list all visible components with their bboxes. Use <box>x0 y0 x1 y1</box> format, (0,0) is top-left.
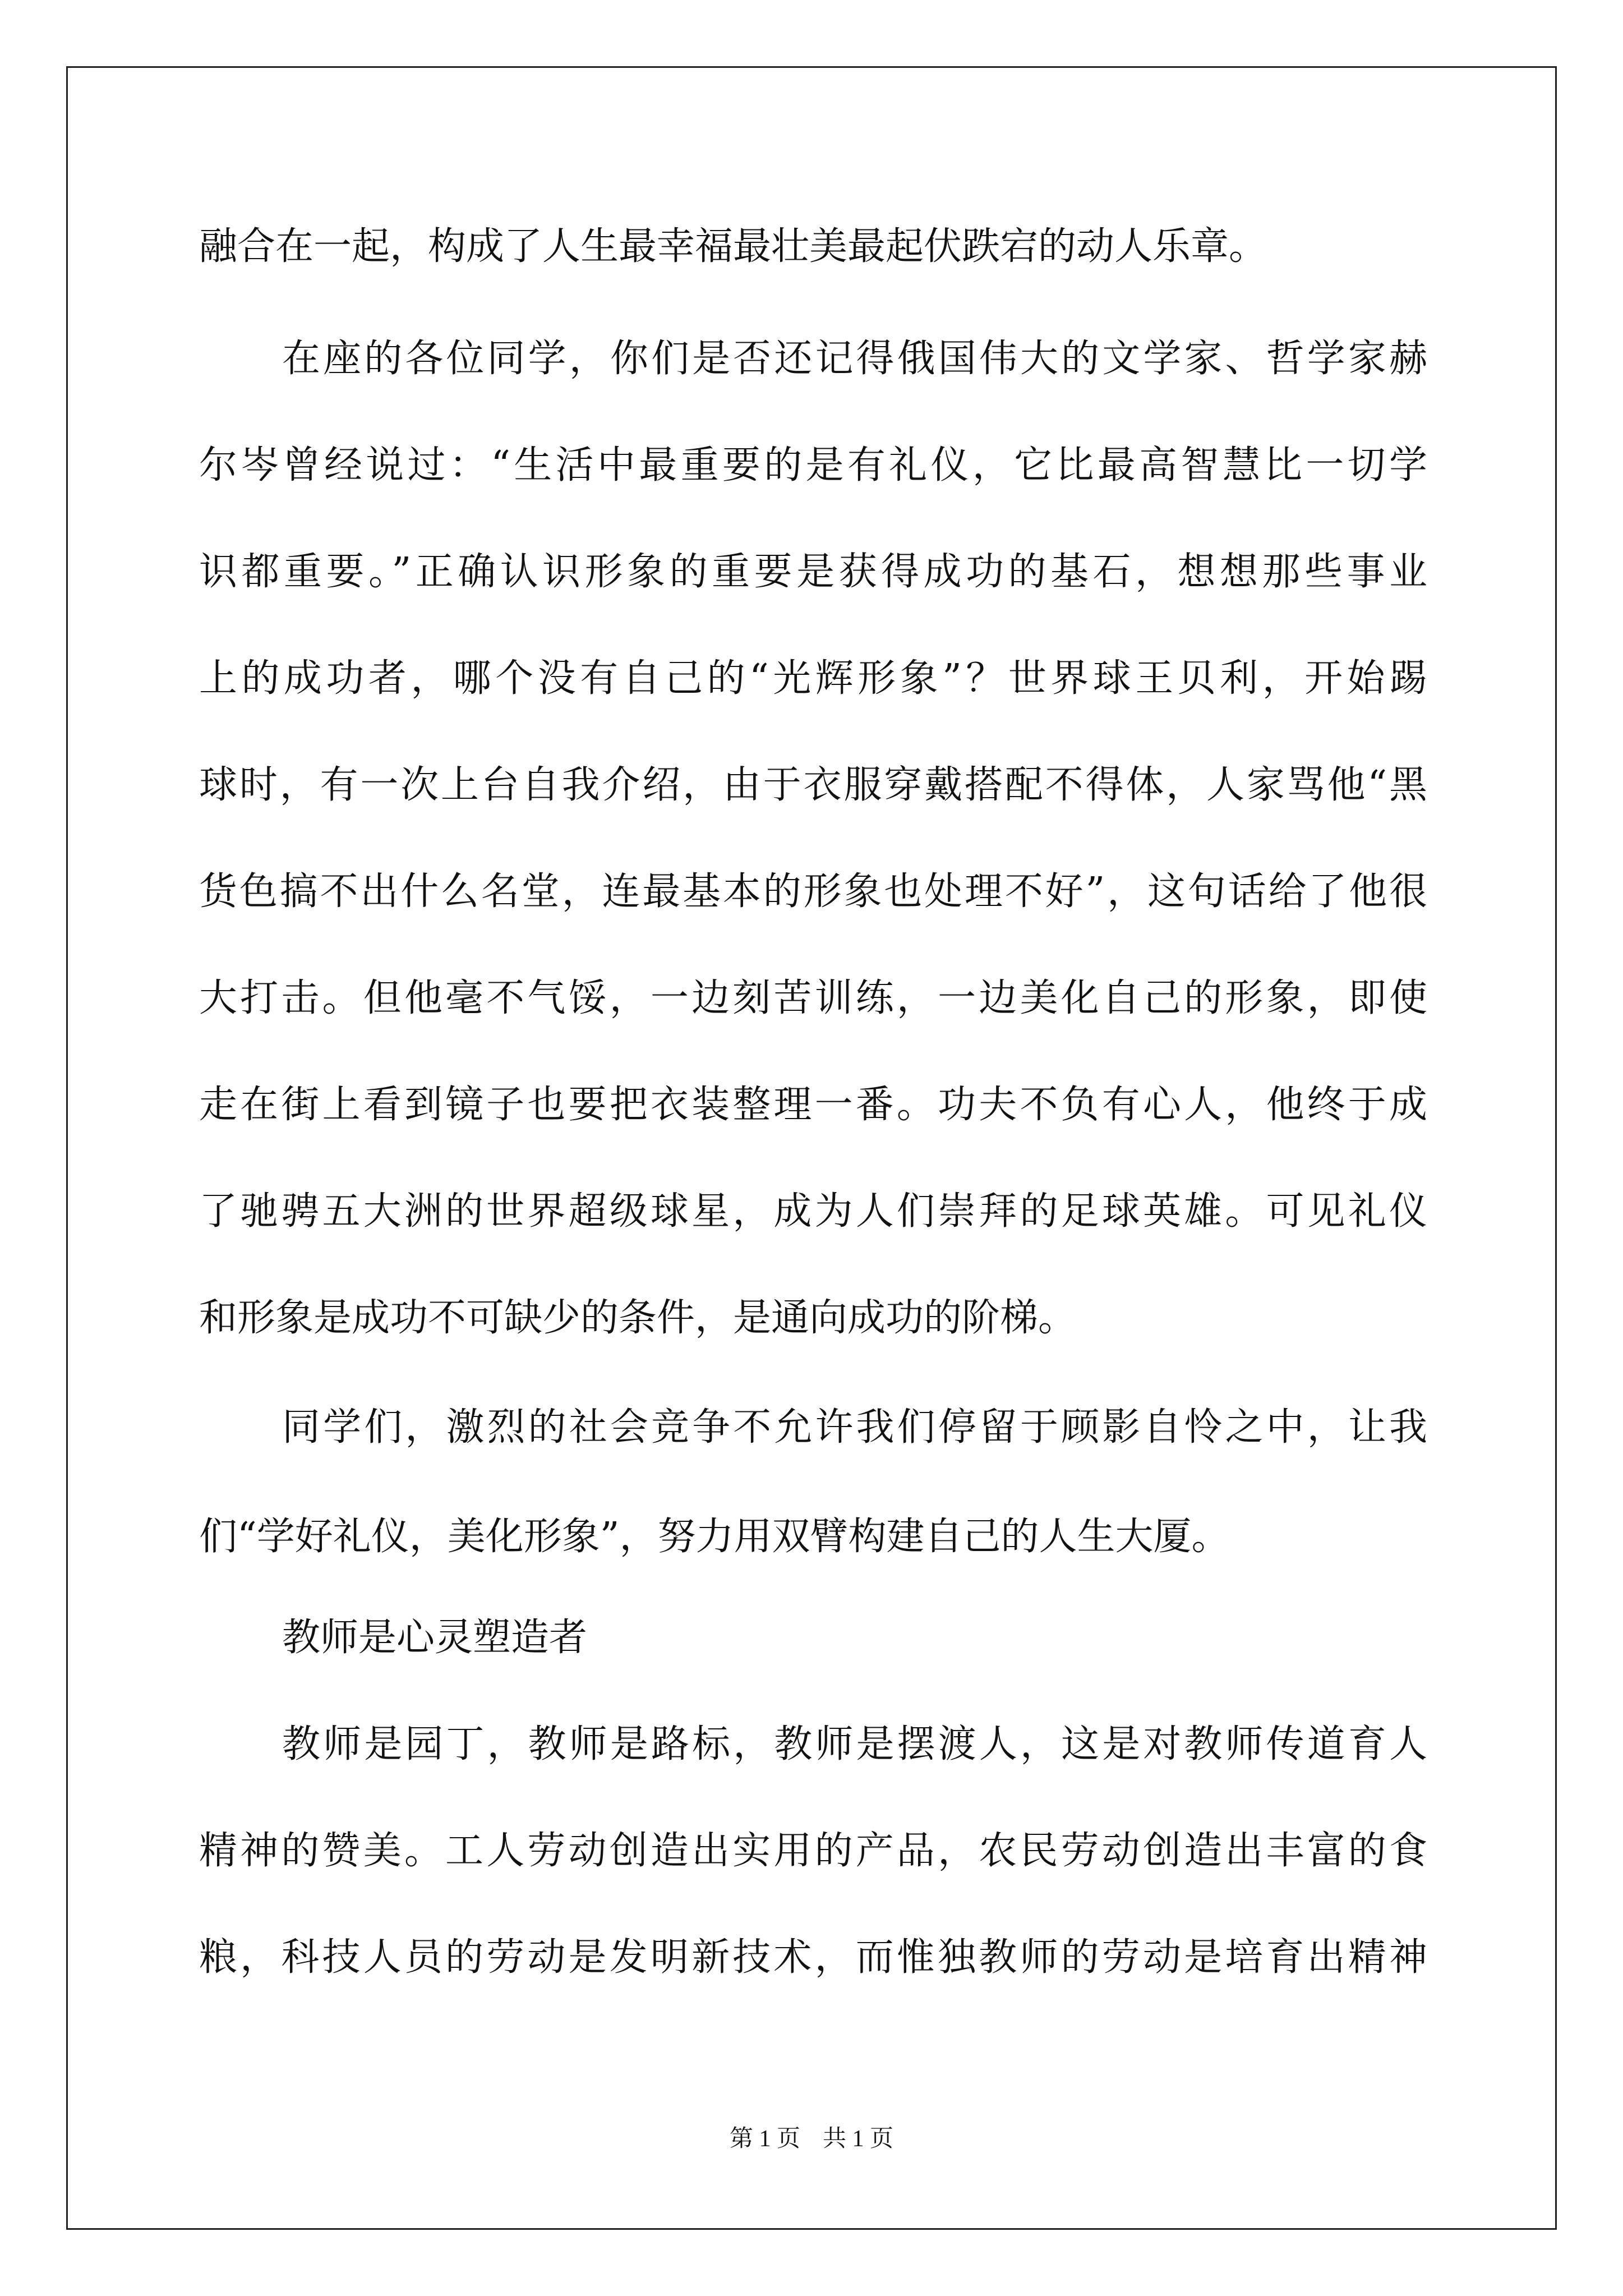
paragraph-line: 精神的赞美。工人劳动创造出实用的产品，农民劳动创造出丰富的食 <box>199 1829 1427 1873</box>
paragraph-line: 球时，有一次上台自我介绍，由于衣服穿戴搭配不得体，人家骂他“黑 <box>199 763 1427 807</box>
paragraph-line: 粮，科技人员的劳动是发明新技术，而惟独教师的劳动是培育出精神 <box>199 1935 1427 1980</box>
page-footer <box>0 2120 1623 2154</box>
page-frame <box>66 66 1557 2230</box>
paragraph-line: 货色搞不出什么名堂，连最基本的形象也处理不好”，这句话给了他很 <box>199 869 1427 914</box>
paragraph-line: 教师是园丁，教师是路标，教师是摆渡人，这是对教师传道育人 <box>282 1722 1427 1766</box>
page-number: 第 1 页 <box>729 2126 800 2152</box>
paragraph-line: 同学们，激烈的社会竞争不允许我们停留于顾影自怜之中，让我 <box>282 1405 1427 1450</box>
paragraph-line: 上的成功者，哪个没有自己的“光辉形象”？世界球王贝利，开始踢 <box>199 656 1427 701</box>
paragraph-line: 在座的各位同学，你们是否还记得俄国伟大的文学家、哲学家赫 <box>282 337 1427 381</box>
page-total: 共 1 页 <box>823 2126 894 2152</box>
section-heading: 教师是心灵塑造者 <box>282 1616 588 1660</box>
paragraph-line: 识都重要。”正确认识形象的重要是获得成功的基石，想想那些事业 <box>199 550 1427 594</box>
paragraph-line: 大打击。但他毫不气馁，一边刻苦训练，一边美化自己的形象，即使 <box>199 976 1427 1020</box>
paragraph-line: 们“学好礼仪，美化形象”，努力用双臂构建自己的人生大厦。 <box>199 1515 1230 1559</box>
paragraph-line: 走在街上看到镜子也要把衣装整理一番。功夫不负有心人，他终于成 <box>199 1083 1427 1127</box>
paragraph-line: 了驰骋五大洲的世界超级球星，成为人们崇拜的足球英雄。可见礼仪 <box>199 1189 1427 1234</box>
paragraph-line: 尔岑曾经说过：“生活中最重要的是有礼仪，它比最高智慧比一切学 <box>199 443 1427 487</box>
paragraph-line: 和形象是成功不可缺少的条件，是通向成功的阶梯。 <box>199 1296 1077 1340</box>
paragraph-line: 融合在一起，构成了人生最幸福最壮美最起伏跌宕的动人乐章。 <box>199 224 1267 269</box>
